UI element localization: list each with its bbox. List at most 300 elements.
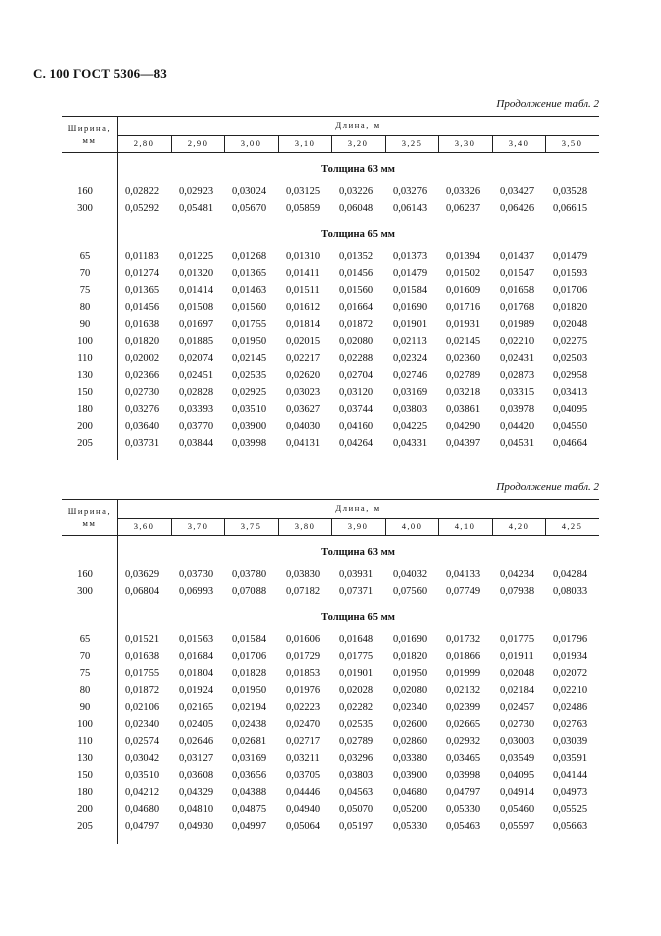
volume-cell: 0,01706 xyxy=(232,651,267,662)
volume-cell: 0,04095 xyxy=(553,404,588,415)
volume-cell: 0,04563 xyxy=(339,787,374,798)
volume-cell: 0,01755 xyxy=(125,668,160,679)
volume-cell: 0,04810 xyxy=(179,804,214,815)
width-cell: 200 xyxy=(77,804,93,815)
volume-cell: 0,07371 xyxy=(339,586,374,597)
length-column-header: 3,70 xyxy=(187,521,209,531)
volume-cell: 0,01872 xyxy=(339,319,374,330)
volume-cell: 0,05460 xyxy=(500,804,535,815)
volume-cell: 0,01560 xyxy=(232,302,267,313)
volume-cell: 0,03024 xyxy=(232,186,267,197)
table-row xyxy=(62,820,599,837)
thickness-section-title: Толщина 65 мм xyxy=(321,229,395,240)
thickness-section-title: Толщина 65 мм xyxy=(321,612,395,623)
volume-cell: 0,04234 xyxy=(500,569,535,580)
volume-cell: 0,01999 xyxy=(446,668,481,679)
width-cell: 110 xyxy=(77,353,93,364)
volume-cell: 0,03803 xyxy=(339,770,374,781)
volume-cell: 0,03380 xyxy=(393,753,428,764)
volume-cell: 0,08033 xyxy=(553,586,588,597)
volume-cell: 0,02828 xyxy=(179,387,214,398)
volume-cell: 0,01911 xyxy=(500,651,534,662)
volume-cell: 0,04329 xyxy=(179,787,214,798)
volume-cell: 0,01804 xyxy=(179,668,214,679)
length-column-header: 4,00 xyxy=(401,521,423,531)
volume-cell: 0,01775 xyxy=(339,651,374,662)
volume-cell: 0,07088 xyxy=(232,586,267,597)
volume-cell: 0,04284 xyxy=(553,569,588,580)
volume-cell: 0,02072 xyxy=(553,668,588,679)
volume-cell: 0,04973 xyxy=(553,787,588,798)
volume-cell: 0,01268 xyxy=(232,251,267,262)
volume-cell: 0,01274 xyxy=(125,268,160,279)
volume-cell: 0,03127 xyxy=(179,753,214,764)
width-header: Ширина, xyxy=(67,506,112,516)
volume-cell: 0,05064 xyxy=(286,821,321,832)
table-row xyxy=(62,284,599,301)
volume-cell: 0,04680 xyxy=(393,787,428,798)
volume-cell: 0,01866 xyxy=(446,651,481,662)
volume-cell: 0,02194 xyxy=(232,702,267,713)
volume-cell: 0,06804 xyxy=(125,586,160,597)
volume-cell: 0,01414 xyxy=(179,285,214,296)
volume-cell: 0,01820 xyxy=(393,651,428,662)
volume-cell: 0,03844 xyxy=(179,438,214,449)
volume-cell: 0,03023 xyxy=(286,387,321,398)
volume-cell: 0,03413 xyxy=(553,387,588,398)
volume-cell: 0,01950 xyxy=(393,668,428,679)
volume-cell: 0,01310 xyxy=(286,251,321,262)
volume-cell: 0,02730 xyxy=(500,719,535,730)
table-row xyxy=(62,335,599,352)
volume-cell: 0,01820 xyxy=(125,336,160,347)
volume-cell: 0,03393 xyxy=(179,404,214,415)
volume-cell: 0,06237 xyxy=(446,203,481,214)
volume-cell: 0,01584 xyxy=(232,634,267,645)
volume-cell: 0,01950 xyxy=(232,336,267,347)
width-cell: 300 xyxy=(77,203,93,214)
volume-cell: 0,01502 xyxy=(446,268,481,279)
table-row xyxy=(62,718,599,735)
volume-cell: 0,01755 xyxy=(232,319,267,330)
volume-cell: 0,02620 xyxy=(286,370,321,381)
volume-cell: 0,01479 xyxy=(553,251,588,262)
volume-cell: 0,02399 xyxy=(446,702,481,713)
table-row xyxy=(62,803,599,820)
volume-cell: 0,01716 xyxy=(446,302,481,313)
thickness-section-title: Толщина 63 мм xyxy=(321,547,395,558)
volume-cell: 0,02080 xyxy=(393,685,428,696)
volume-cell: 0,02746 xyxy=(393,370,428,381)
volume-cell: 0,05200 xyxy=(393,804,428,815)
volume-cell: 0,02925 xyxy=(232,387,267,398)
volume-cell: 0,02048 xyxy=(553,319,588,330)
table-row xyxy=(62,185,599,202)
volume-cell: 0,03978 xyxy=(500,404,535,415)
volume-cell: 0,05330 xyxy=(393,821,428,832)
width-cell: 90 xyxy=(79,319,91,330)
volume-cell: 0,03744 xyxy=(339,404,374,415)
volume-cell: 0,07182 xyxy=(286,586,321,597)
volume-cell: 0,06993 xyxy=(179,586,214,597)
volume-cell: 0,03465 xyxy=(446,753,481,764)
volume-cell: 0,04940 xyxy=(286,804,321,815)
volume-cell: 0,03427 xyxy=(500,186,535,197)
volume-cell: 0,05292 xyxy=(125,203,160,214)
volume-cell: 0,02145 xyxy=(446,336,481,347)
volume-cell: 0,02340 xyxy=(393,702,428,713)
table-header-rule xyxy=(62,535,599,536)
volume-cell: 0,06143 xyxy=(393,203,428,214)
length-column-header: 3,25 xyxy=(401,138,423,148)
volume-cell: 0,02717 xyxy=(286,736,321,747)
volume-cell: 0,04797 xyxy=(446,787,481,798)
volume-cell: 0,01729 xyxy=(286,651,321,662)
width-cell: 150 xyxy=(77,387,93,398)
volume-cell: 0,02184 xyxy=(500,685,535,696)
volume-cell: 0,04131 xyxy=(286,438,321,449)
volume-cell: 0,01706 xyxy=(553,285,588,296)
volume-cell: 0,01373 xyxy=(393,251,428,262)
table-row xyxy=(62,786,599,803)
volume-cell: 0,01437 xyxy=(500,251,535,262)
width-cell: 80 xyxy=(79,685,91,696)
volume-cell: 0,02535 xyxy=(232,370,267,381)
volume-cell: 0,05663 xyxy=(553,821,588,832)
volume-cell: 0,04388 xyxy=(232,787,267,798)
volume-cell: 0,05525 xyxy=(553,804,588,815)
volume-cell: 0,03169 xyxy=(232,753,267,764)
volume-cell: 0,02574 xyxy=(125,736,160,747)
volume-cell: 0,02288 xyxy=(339,353,374,364)
volume-cell: 0,02822 xyxy=(125,186,160,197)
volume-cell: 0,01697 xyxy=(179,319,214,330)
length-header-rule xyxy=(117,135,599,136)
length-column-header: 4,20 xyxy=(508,521,530,531)
length-column-header: 3,10 xyxy=(294,138,316,148)
volume-cell: 0,01511 xyxy=(286,285,320,296)
volume-cell: 0,02789 xyxy=(446,370,481,381)
volume-cell: 0,03861 xyxy=(446,404,481,415)
volume-cell: 0,01521 xyxy=(125,634,160,645)
volume-cell: 0,02324 xyxy=(393,353,428,364)
volume-cell: 0,03931 xyxy=(339,569,374,580)
width-cell: 130 xyxy=(77,370,93,381)
volume-cell: 0,01989 xyxy=(500,319,535,330)
length-column-header: 3,60 xyxy=(133,521,155,531)
volume-cell: 0,01609 xyxy=(446,285,481,296)
volume-cell: 0,02431 xyxy=(500,353,535,364)
volume-cell: 0,03226 xyxy=(339,186,374,197)
volume-cell: 0,02860 xyxy=(393,736,428,747)
volume-cell: 0,01872 xyxy=(125,685,160,696)
volume-cell: 0,01814 xyxy=(286,319,321,330)
volume-cell: 0,01658 xyxy=(500,285,535,296)
volume-cell: 0,01976 xyxy=(286,685,321,696)
table-header-rule xyxy=(62,152,599,153)
volume-cell: 0,04331 xyxy=(393,438,428,449)
continuation-label-1: Продолжение табл. 2 xyxy=(496,98,599,110)
volume-cell: 0,04797 xyxy=(125,821,160,832)
volume-cell: 0,03528 xyxy=(553,186,588,197)
volume-cell: 0,07560 xyxy=(393,586,428,597)
volume-cell: 0,02210 xyxy=(553,685,588,696)
width-cell: 70 xyxy=(79,268,91,279)
volume-cell: 0,03169 xyxy=(393,387,428,398)
table-row xyxy=(62,633,599,650)
width-cell: 90 xyxy=(79,702,91,713)
length-column-header: 3,40 xyxy=(508,138,530,148)
width-cell: 180 xyxy=(77,787,93,798)
table-row xyxy=(62,769,599,786)
volume-cell: 0,03276 xyxy=(125,404,160,415)
volume-cell: 0,01853 xyxy=(286,668,321,679)
volume-cell: 0,03211 xyxy=(286,753,320,764)
width-cell: 70 xyxy=(79,651,91,662)
volume-cell: 0,02028 xyxy=(339,685,374,696)
volume-cell: 0,03608 xyxy=(179,770,214,781)
volume-cell: 0,04397 xyxy=(446,438,481,449)
page-header: С. 100 ГОСТ 5306—83 xyxy=(33,66,167,81)
width-cell: 160 xyxy=(77,569,93,580)
width-cell: 130 xyxy=(77,753,93,764)
volume-cell: 0,05070 xyxy=(339,804,374,815)
volume-cell: 0,04160 xyxy=(339,421,374,432)
volume-cell: 0,01638 xyxy=(125,319,160,330)
volume-cell: 0,02275 xyxy=(553,336,588,347)
volume-cell: 0,02002 xyxy=(125,353,160,364)
volume-cell: 0,03770 xyxy=(179,421,214,432)
length-column-header: 3,80 xyxy=(294,521,316,531)
length-column-header: 2,80 xyxy=(133,138,155,148)
volume-cell: 0,03003 xyxy=(500,736,535,747)
volume-cell: 0,01638 xyxy=(125,651,160,662)
volume-cell: 0,03780 xyxy=(232,569,267,580)
volume-cell: 0,01924 xyxy=(179,685,214,696)
volume-cell: 0,01225 xyxy=(179,251,214,262)
table-row xyxy=(62,568,599,585)
volume-cell: 0,04133 xyxy=(446,569,481,580)
volume-cell: 0,01820 xyxy=(553,302,588,313)
table-row xyxy=(62,684,599,701)
table-row xyxy=(62,386,599,403)
volume-cell: 0,03326 xyxy=(446,186,481,197)
table-row xyxy=(62,202,599,219)
width-cell: 65 xyxy=(79,634,91,645)
table-row xyxy=(62,650,599,667)
width-cell: 180 xyxy=(77,404,93,415)
volume-cell: 0,04446 xyxy=(286,787,321,798)
volume-cell: 0,02165 xyxy=(179,702,214,713)
volume-cell: 0,01456 xyxy=(125,302,160,313)
volume-cell: 0,01828 xyxy=(232,668,267,679)
volume-cell: 0,02210 xyxy=(500,336,535,347)
volume-cell: 0,01456 xyxy=(339,268,374,279)
volume-cell: 0,01648 xyxy=(339,634,374,645)
width-cell: 80 xyxy=(79,302,91,313)
volume-cell: 0,03900 xyxy=(393,770,428,781)
volume-cell: 0,01775 xyxy=(500,634,535,645)
volume-cell: 0,05859 xyxy=(286,203,321,214)
length-header: Длина, м xyxy=(335,503,381,513)
volume-cell: 0,02763 xyxy=(553,719,588,730)
table-row xyxy=(62,301,599,318)
width-cell: 160 xyxy=(77,186,93,197)
volume-cell: 0,01584 xyxy=(393,285,428,296)
volume-cell: 0,02535 xyxy=(339,719,374,730)
volume-cell: 0,04144 xyxy=(553,770,588,781)
volume-cell: 0,02600 xyxy=(393,719,428,730)
volume-cell: 0,03315 xyxy=(500,387,535,398)
volume-cell: 0,01931 xyxy=(446,319,481,330)
volume-cell: 0,05481 xyxy=(179,203,214,214)
table-row xyxy=(62,437,599,454)
volume-cell: 0,02340 xyxy=(125,719,160,730)
volume-cell: 0,03629 xyxy=(125,569,160,580)
table-row xyxy=(62,735,599,752)
width-cell: 65 xyxy=(79,251,91,262)
length-column-header: 4,10 xyxy=(454,521,476,531)
volume-cell: 0,01901 xyxy=(393,319,428,330)
length-column-header: 3,00 xyxy=(240,138,262,148)
thickness-section-title: Толщина 63 мм xyxy=(321,164,395,175)
volume-cell: 0,03510 xyxy=(125,770,160,781)
length-column-header: 2,90 xyxy=(187,138,209,148)
volume-cell: 0,06426 xyxy=(500,203,535,214)
volume-cell: 0,03042 xyxy=(125,753,160,764)
width-header: мм xyxy=(82,135,97,145)
volume-cell: 0,01732 xyxy=(446,634,481,645)
table-row xyxy=(62,369,599,386)
volume-cell: 0,02873 xyxy=(500,370,535,381)
volume-cell: 0,01934 xyxy=(553,651,588,662)
volume-cell: 0,04225 xyxy=(393,421,428,432)
volume-cell: 0,02132 xyxy=(446,685,481,696)
table-row xyxy=(62,752,599,769)
volume-cell: 0,04680 xyxy=(125,804,160,815)
volume-cell: 0,01508 xyxy=(179,302,214,313)
table-row xyxy=(62,701,599,718)
table-row xyxy=(62,267,599,284)
volume-cell: 0,02665 xyxy=(446,719,481,730)
volume-cell: 0,02503 xyxy=(553,353,588,364)
volume-cell: 0,05463 xyxy=(446,821,481,832)
volume-cell: 0,01664 xyxy=(339,302,374,313)
volume-cell: 0,03218 xyxy=(446,387,481,398)
volume-cell: 0,03998 xyxy=(232,438,267,449)
length-header: Длина, м xyxy=(335,120,381,130)
volume-cell: 0,05197 xyxy=(339,821,374,832)
volume-table-2 xyxy=(62,499,599,844)
volume-cell: 0,03705 xyxy=(286,770,321,781)
table-row xyxy=(62,318,599,335)
volume-cell: 0,02681 xyxy=(232,736,267,747)
volume-cell: 0,04550 xyxy=(553,421,588,432)
volume-cell: 0,01352 xyxy=(339,251,374,262)
volume-cell: 0,01768 xyxy=(500,302,535,313)
width-cell: 100 xyxy=(77,336,93,347)
volume-cell: 0,02457 xyxy=(500,702,535,713)
length-column-header: 3,90 xyxy=(347,521,369,531)
volume-cell: 0,06615 xyxy=(553,203,588,214)
volume-cell: 0,04914 xyxy=(500,787,535,798)
volume-cell: 0,05330 xyxy=(446,804,481,815)
volume-cell: 0,04875 xyxy=(232,804,267,815)
volume-cell: 0,04531 xyxy=(500,438,535,449)
table-top-rule xyxy=(62,116,599,117)
volume-cell: 0,07938 xyxy=(500,586,535,597)
volume-cell: 0,01394 xyxy=(446,251,481,262)
volume-cell: 0,02048 xyxy=(500,668,535,679)
volume-cell: 0,01479 xyxy=(393,268,428,279)
volume-cell: 0,02923 xyxy=(179,186,214,197)
volume-cell: 0,03900 xyxy=(232,421,267,432)
volume-cell: 0,02958 xyxy=(553,370,588,381)
length-header-rule xyxy=(117,518,599,519)
volume-cell: 0,03125 xyxy=(286,186,321,197)
volume-cell: 0,02438 xyxy=(232,719,267,730)
volume-cell: 0,02223 xyxy=(286,702,321,713)
volume-cell: 0,02451 xyxy=(179,370,214,381)
width-cell: 110 xyxy=(77,736,93,747)
volume-cell: 0,01606 xyxy=(286,634,321,645)
volume-cell: 0,01463 xyxy=(232,285,267,296)
length-column-header: 3,50 xyxy=(561,138,583,148)
volume-cell: 0,04095 xyxy=(500,770,535,781)
volume-cell: 0,04032 xyxy=(393,569,428,580)
volume-cell: 0,01885 xyxy=(179,336,214,347)
volume-cell: 0,02360 xyxy=(446,353,481,364)
volume-cell: 0,04030 xyxy=(286,421,321,432)
volume-cell: 0,03120 xyxy=(339,387,374,398)
volume-cell: 0,01612 xyxy=(286,302,321,313)
length-column-header: 3,75 xyxy=(240,521,262,531)
volume-cell: 0,04264 xyxy=(339,438,374,449)
width-header: Ширина, xyxy=(67,123,112,133)
table-row xyxy=(62,420,599,437)
volume-cell: 0,01411 xyxy=(286,268,320,279)
volume-cell: 0,02730 xyxy=(125,387,160,398)
volume-cell: 0,03640 xyxy=(125,421,160,432)
continuation-label-2: Продолжение табл. 2 xyxy=(496,481,599,493)
volume-cell: 0,02932 xyxy=(446,736,481,747)
width-cell: 300 xyxy=(77,586,93,597)
volume-cell: 0,03656 xyxy=(232,770,267,781)
volume-cell: 0,01950 xyxy=(232,685,267,696)
volume-cell: 0,03998 xyxy=(446,770,481,781)
volume-cell: 0,02282 xyxy=(339,702,374,713)
volume-cell: 0,01690 xyxy=(393,634,428,645)
volume-cell: 0,04930 xyxy=(179,821,214,832)
volume-cell: 0,03627 xyxy=(286,404,321,415)
volume-cell: 0,01901 xyxy=(339,668,374,679)
volume-cell: 0,01796 xyxy=(553,634,588,645)
table-row xyxy=(62,250,599,267)
volume-cell: 0,03803 xyxy=(393,404,428,415)
volume-cell: 0,06048 xyxy=(339,203,374,214)
volume-cell: 0,02217 xyxy=(286,353,321,364)
volume-cell: 0,01183 xyxy=(125,251,159,262)
table-top-rule xyxy=(62,499,599,500)
volume-cell: 0,03549 xyxy=(500,753,535,764)
volume-cell: 0,02074 xyxy=(179,353,214,364)
volume-cell: 0,02113 xyxy=(393,336,427,347)
volume-cell: 0,02145 xyxy=(232,353,267,364)
volume-cell: 0,03296 xyxy=(339,753,374,764)
width-cell: 100 xyxy=(77,719,93,730)
width-header: мм xyxy=(82,518,97,528)
table-row xyxy=(62,352,599,369)
